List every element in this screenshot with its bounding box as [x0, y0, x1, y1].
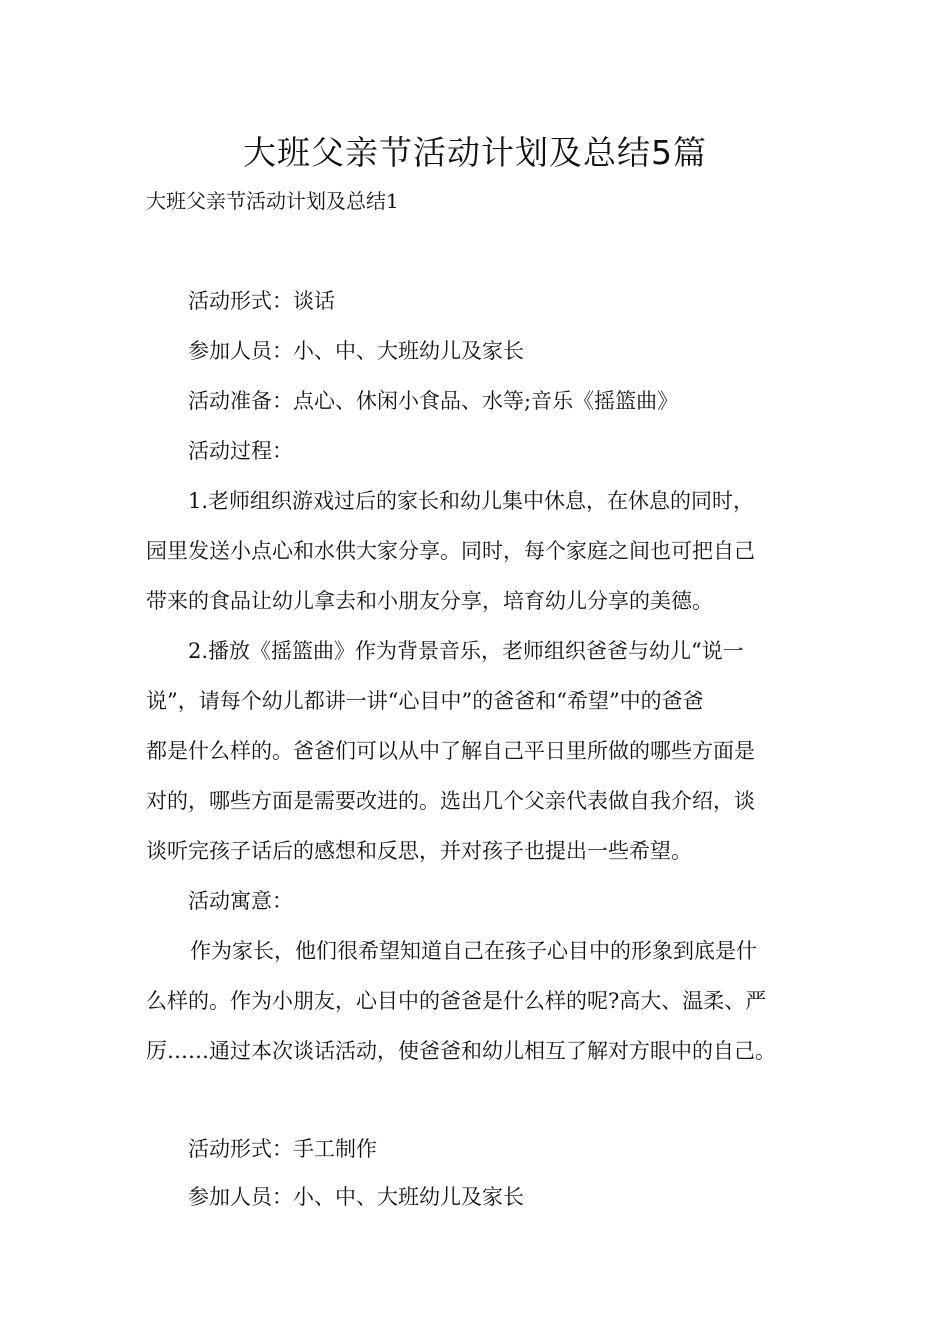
process-heading: 活动过程：	[188, 439, 293, 463]
meaning-paragraph-line: 厉……通过本次谈话活动，使爸爸和幼儿相互了解对方眼中的自己。	[146, 1039, 776, 1063]
meaning-paragraph-line: 么样的。作为小朋友，心目中的爸爸是什么样的呢?高大、温柔、严	[146, 989, 767, 1013]
process-step-2-line: 都是什么样的。爸爸们可以从中了解自己平日里所做的哪些方面是	[146, 739, 755, 763]
section-heading: 大班父亲节活动计划及总结1	[146, 189, 399, 213]
participants-line: 参加人员：小、中、大班幼儿及家长	[188, 1185, 524, 1209]
process-step-2-line: 谈听完孩子话后的感想和反思，并对孩子也提出一些希望。	[146, 839, 692, 863]
process-step-1-line: 园里发送小点心和水供大家分享。同时，每个家庭之间也可把自己	[146, 539, 755, 563]
process-step-2-line: 2.播放《摇篮曲》作为背景音乐，老师组织爸爸与幼儿“说一	[188, 639, 744, 663]
activity-form-line: 活动形式：手工制作	[188, 1137, 377, 1161]
meaning-heading: 活动寓意：	[188, 889, 293, 913]
process-step-2-line: 说”，请每个幼儿都讲一讲“心目中”的爸爸和“希望”中的爸爸	[146, 689, 704, 713]
activity-form-line: 活动形式：谈话	[188, 289, 335, 313]
participants-line: 参加人员：小、中、大班幼儿及家长	[188, 339, 524, 363]
preparation-line: 活动准备：点心、休闲小食品、水等;音乐《摇篮曲》	[188, 389, 679, 413]
process-step-2-line: 对的，哪些方面是需要改进的。选出几个父亲代表做自我介绍，谈	[146, 789, 755, 813]
process-step-1-line: 1.老师组织游戏过后的家长和幼儿集中休息，在休息的同时，	[188, 489, 755, 513]
meaning-paragraph-line: 作为家长，他们很希望知道自己在孩子心目中的形象到底是什	[190, 939, 757, 963]
process-step-1-line: 带来的食品让幼儿拿去和小朋友分享，培育幼儿分享的美德。	[146, 589, 713, 613]
document-title: 大班父亲节活动计划及总结5篇	[243, 133, 707, 172]
